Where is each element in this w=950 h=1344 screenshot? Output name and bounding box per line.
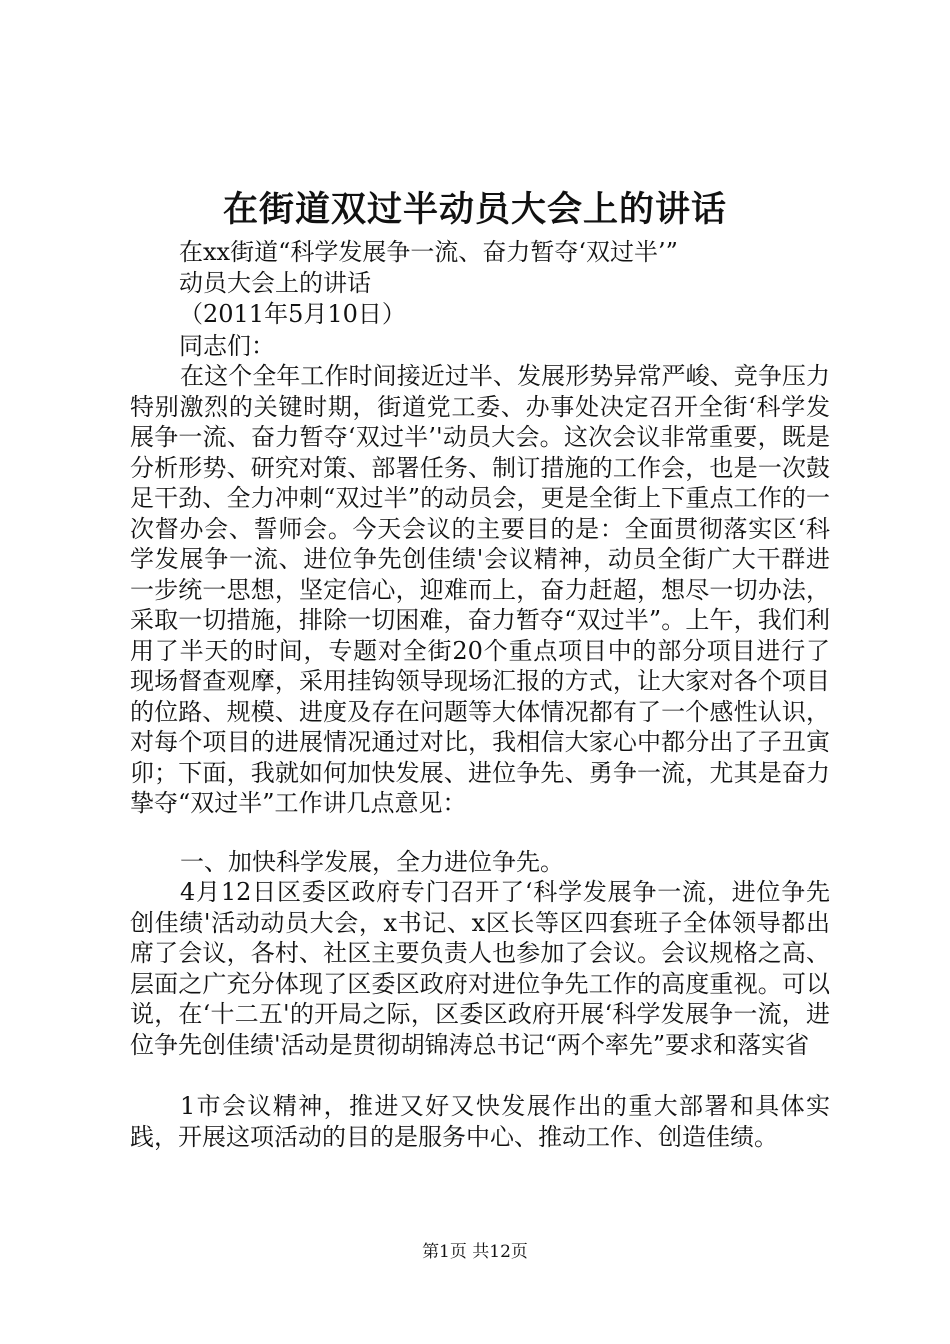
document-title: 在街道双过半动员大会上的讲话: [222, 189, 727, 230]
subtitle-line-1: 在xx街道“科学发展争一流、奋力暂夺‘双过半’”: [179, 238, 678, 266]
page-footer: 第1页 共12页: [422, 1242, 528, 1262]
paragraph-2: 4月12日区委区政府专门召开了‘科学发展争一流，进位争先创佳绩'活动动员大会，x书记、x区长等区四套班子全体领导都出席了会议，各村、社区主要负责人也参加了会议。会议规格之高、层面之广充分体现了区委区政府对进位争先工作的高度重视。可以说，在‘十二五'的开局之际，区委区政府开展‘科学发展争一流，进位争先创佳绩'活动是贯彻胡锦涛总书记“两个率先”要求和落实省: [130, 878, 830, 1059]
subtitle-line-2: 动员大会上的讲话: [179, 269, 371, 297]
section-heading-1: 一、加快科学发展，全力进位争先。: [180, 848, 564, 876]
greeting: 同志们：: [179, 332, 275, 360]
speech-date: （2011年5月10日）: [179, 300, 406, 328]
paragraph-1: 在这个全年工作时间接近过半、发展形势异常严峻、竞争压力特别激烈的关键时期，街道党工委、办事处决定召开全街‘科学发展争一流、奋力暂夺‘双过半’'动员大会。这次会议非常重要，既是分析形势、研究对策、部署任务、制订措施的工作会，也是一次鼓足干劲、全力冲刺“双过半”的动员会，更是全街上下重点工作的一次督办会、誓师会。今天会议的主要目的是：全面贯彻落实区‘科学发展争一流、进位争先创佳绩'会议精神，动员全街广大干群进一步统一思想，坚定信心，迎难而上，奋力赶超，想尽一切办法，采取一切措施，排除一切困难，奋力暂夺“双过半”。上午，我们利用了半天的时间，专题对全街20个重点项目中的部分项目进行了现场督查观摩，采用挂钩领导现场汇报的方式，让大家对各个项目的位路、规模、进度及存在问题等大体情况都有了一个感性认识，对每个项目的进展情况通过对比，我相信大家心中都分出了子丑寅卯；下面，我就如何加快发展、进位争先、勇争一流，尤其是奋力挚夺“双过半”工作讲几点意见：: [130, 362, 830, 817]
paragraph-3: 1市会议精神，推进又好又快发展作出的重大部署和具体实践，开展这项活动的目的是服务中心、推动工作、创造佳绩。: [130, 1092, 830, 1151]
